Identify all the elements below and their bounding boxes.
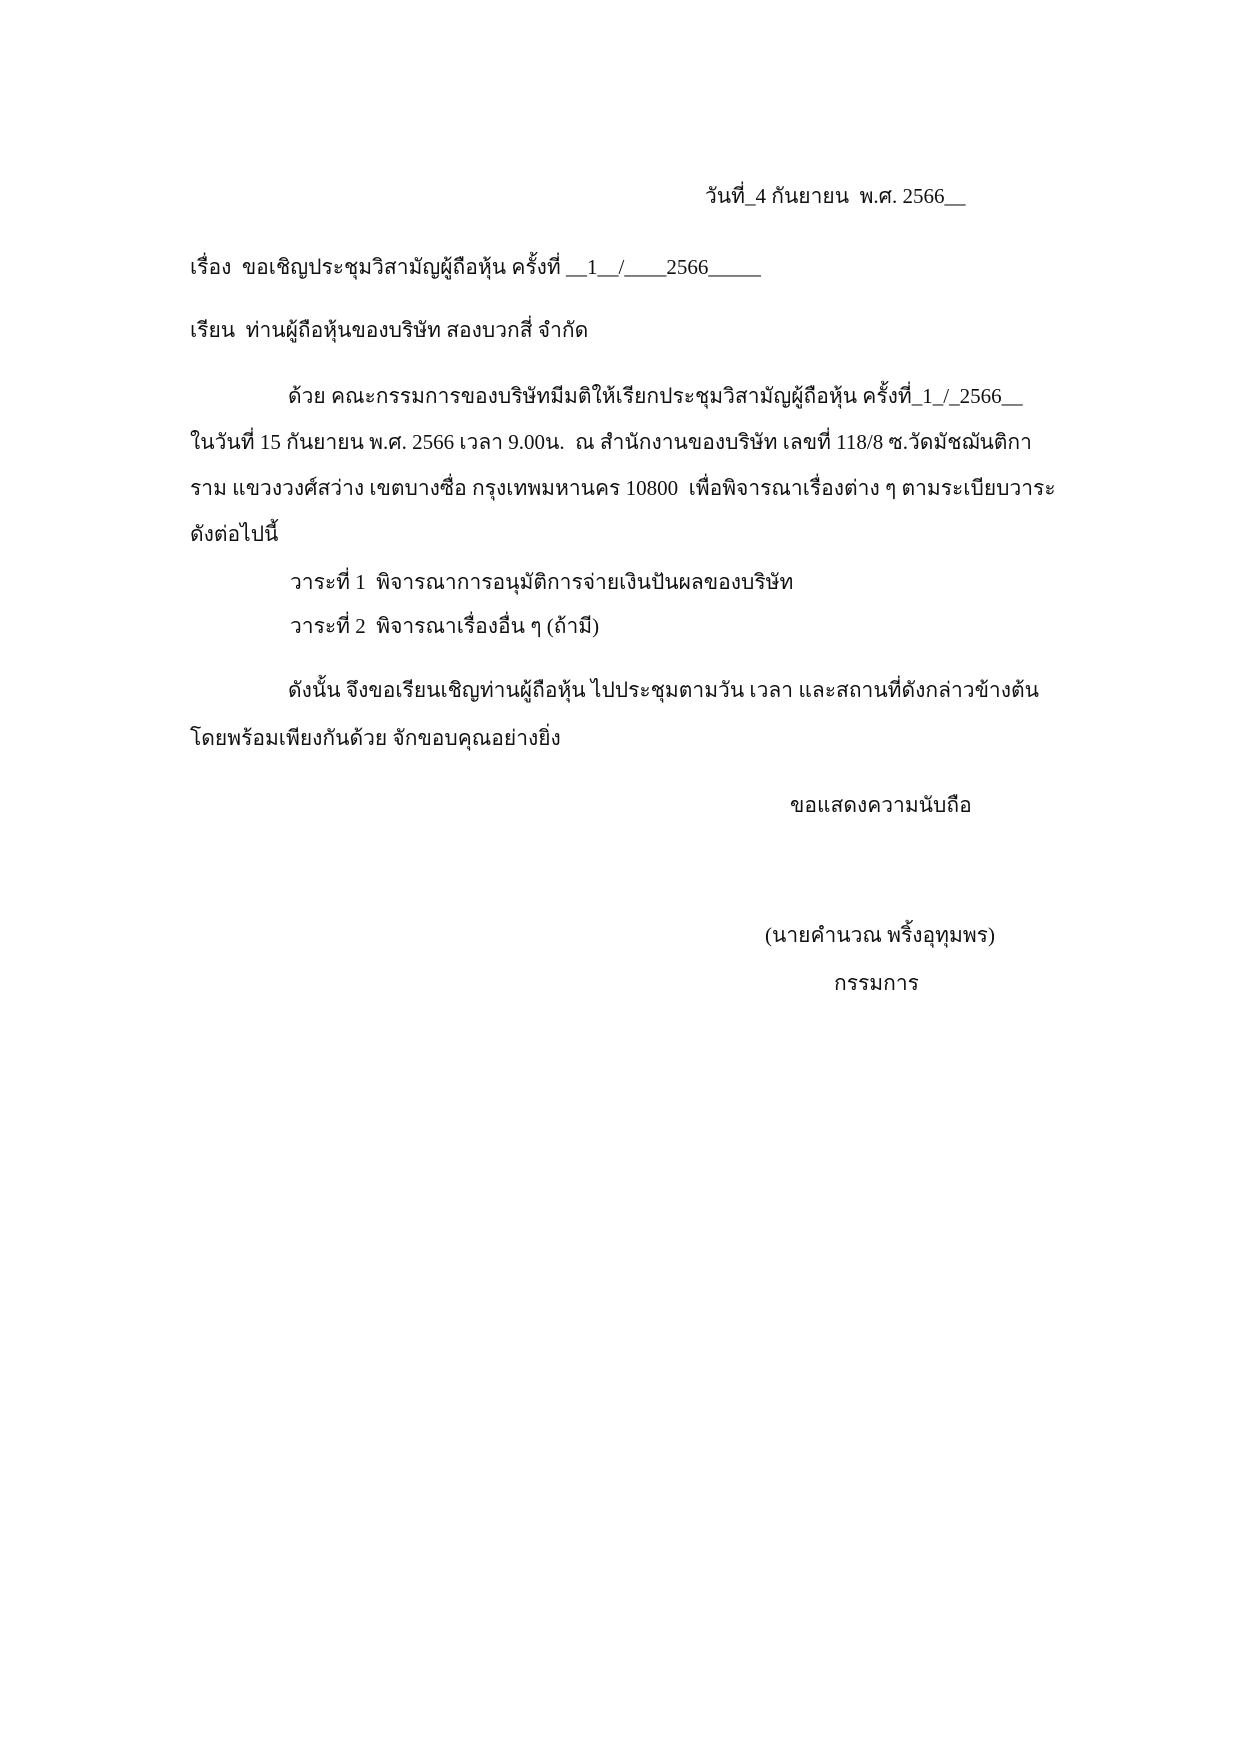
closing-phrase: ขอแสดงความนับถือ bbox=[790, 793, 972, 817]
signer-title: กรรมการ bbox=[834, 971, 919, 995]
body-paragraph-2-line-2: โดยพร้อมเพียงกันด้วย จักขอบคุณอย่างยิ่ง bbox=[190, 726, 561, 750]
agenda-item-1: วาระที่ 1 พิจารณาการอนุมัติการจ่ายเงินปันผลของบริษัท bbox=[290, 570, 794, 594]
letter-date: วันที่_4 กันยายน พ.ศ. 2566__ bbox=[705, 184, 966, 208]
body-paragraph-1-line-4: ดังต่อไปนี้ bbox=[190, 522, 279, 546]
body-paragraph-2-line-1: ดังนั้น จึงขอเรียนเชิญท่านผู้ถือหุ้น ไปประชุมตามวัน เวลา และสถานที่ดังกล่าวข้างต้น bbox=[288, 678, 1039, 702]
signer-name: (นายคำนวณ พริ้งอุทุมพร) bbox=[765, 923, 995, 947]
letter-subject: เรื่อง ขอเชิญประชุมวิสามัญผู้ถือหุ้น ครั้งที่ __1__/____2566_____ bbox=[190, 255, 761, 279]
body-paragraph-1-line-2: ในวันที่ 15 กันยายน พ.ศ. 2566 เวลา 9.00น. ณ สำนักงานของบริษัท เลขที่ 118/8 ซ.วัดมัชฌันติกา bbox=[190, 430, 1032, 454]
body-paragraph-1-line-3: ราม แขวงวงศ์สว่าง เขตบางซื่อ กรุงเทพมหานคร 10800 เพื่อพิจารณาเรื่องต่าง ๆ ตามระเบียบวาระ bbox=[190, 476, 1056, 500]
agenda-item-2: วาระที่ 2 พิจารณาเรื่องอื่น ๆ (ถ้ามี) bbox=[290, 614, 600, 638]
body-paragraph-1-line-1: ด้วย คณะกรรมการของบริษัทมีมติให้เรียกประชุมวิสามัญผู้ถือหุ้น ครั้งที่_1_/_2566__ bbox=[288, 384, 1023, 408]
letter-recipient: เรียน ท่านผู้ถือหุ้นของบริษัท สองบวกสี่ จำกัด bbox=[190, 318, 589, 342]
